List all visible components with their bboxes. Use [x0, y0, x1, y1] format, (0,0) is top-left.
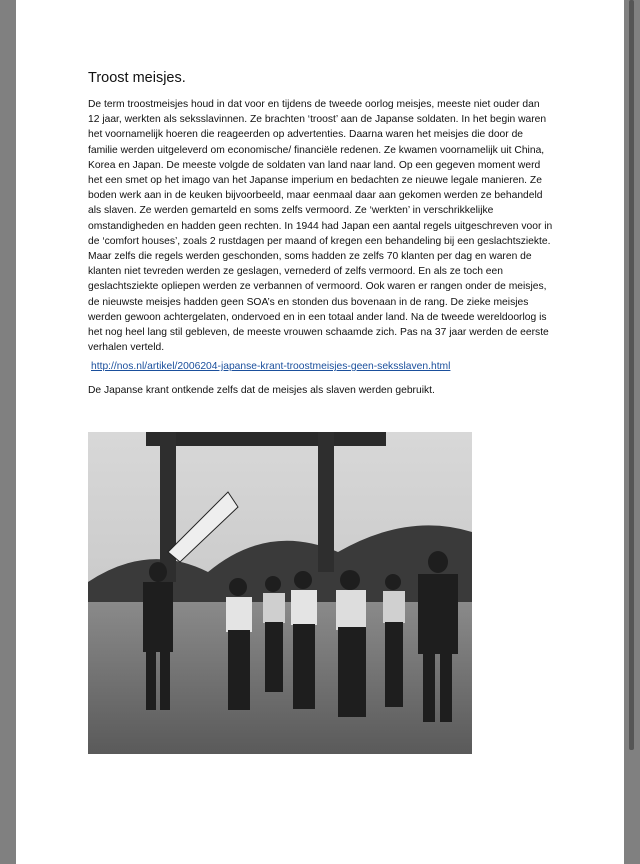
paragraph-line: de nieuwste meisjes hadden geen SOA’s en stonden dus bovenaan in de rang. De zieke meisjes	[88, 296, 529, 308]
paragraph-line: Korea en Japan. De meeste volgde de soldaten van land naar land. Op een gegeven moment werd	[88, 159, 541, 171]
paragraph-line: verhalen verteld.	[88, 342, 165, 354]
paragraph-line: het een smet op het imago van het Japanse imperium en bedachten ze nieuwe legale manieren. Ze	[88, 175, 542, 187]
caption-text: De Japanse krant ontkende zelfs dat de meisjes als slaven werden gebruikt.	[88, 385, 435, 396]
paragraph-line: de ‘comfort houses’, zoals 2 rustdagen per maand of kregen een behandeling bij een geslachtsziekte.	[88, 235, 551, 247]
paragraph-line: omstandigheden en hadden geen rechten. In 1944 had Japan een aantal regels uitgeschreven voor in	[88, 220, 553, 232]
paragraph-line: het nog heel lang stil gebleven, de meeste vrouwen schaamde zich. Pas na 37 jaar werden de eerste	[88, 327, 549, 339]
paragraph-line: boden werk aan in de keuken bijvoorbeeld, maar eenmaal daar aan gekomen werden ze behandeld	[88, 190, 543, 202]
paragraph-line: De term troostmeisjes houd in dat voor en tijdens de tweede oorlog meisjes, meeste niet ouder dan	[88, 99, 540, 110]
historical-photo	[88, 432, 472, 754]
body-paragraph	[88, 97, 558, 355]
paragraph-line: Maar zelfs die regels werden geschonden, soms hadden ze zelfs 70 klanten per dag en waren de	[88, 251, 532, 263]
paragraph-line: het voornamelijk hoeren die reageerden op advertenties. Daarna waren het meisjes die door de	[88, 129, 524, 141]
paragraph-line: klanten niet tevreden werden ze geslagen, vernederd of zelfs vermoord. En als ze toch een	[88, 266, 503, 278]
paragraph-line: als slaven. Ze werden gemarteld en soms zelfs vermoord. Ze ‘werkten’ in verschrikkelijke	[88, 205, 494, 217]
paragraph-line: 12 jaar, werkten als seksslavinnen. Ze brachten ‘troost’ aan de Japanse soldaten. In het begin waren	[88, 114, 547, 126]
paragraph-line: werden gewoon achtergelaten, ondervoed en in een totaal ander land. Na de tweede wereldoorlog is	[88, 311, 547, 323]
paragraph-line: familie werden uitgeleverd om economische/ financiële redenen. Ze kwamen voornamelijk uit China,	[88, 144, 545, 156]
article-link[interactable]: http://nos.nl/artikel/2006204-japanse-krant-troostmeisjes-geen-seksslaven.html	[91, 361, 451, 372]
document-title: Troost meisjes.	[88, 70, 186, 86]
paragraph-line: geslachtsziekte opliepen werden ze verbannen of vermoord. Ook waren er rangen onder de meisjes,	[88, 281, 547, 293]
scrollbar-thumb[interactable]	[629, 0, 634, 750]
